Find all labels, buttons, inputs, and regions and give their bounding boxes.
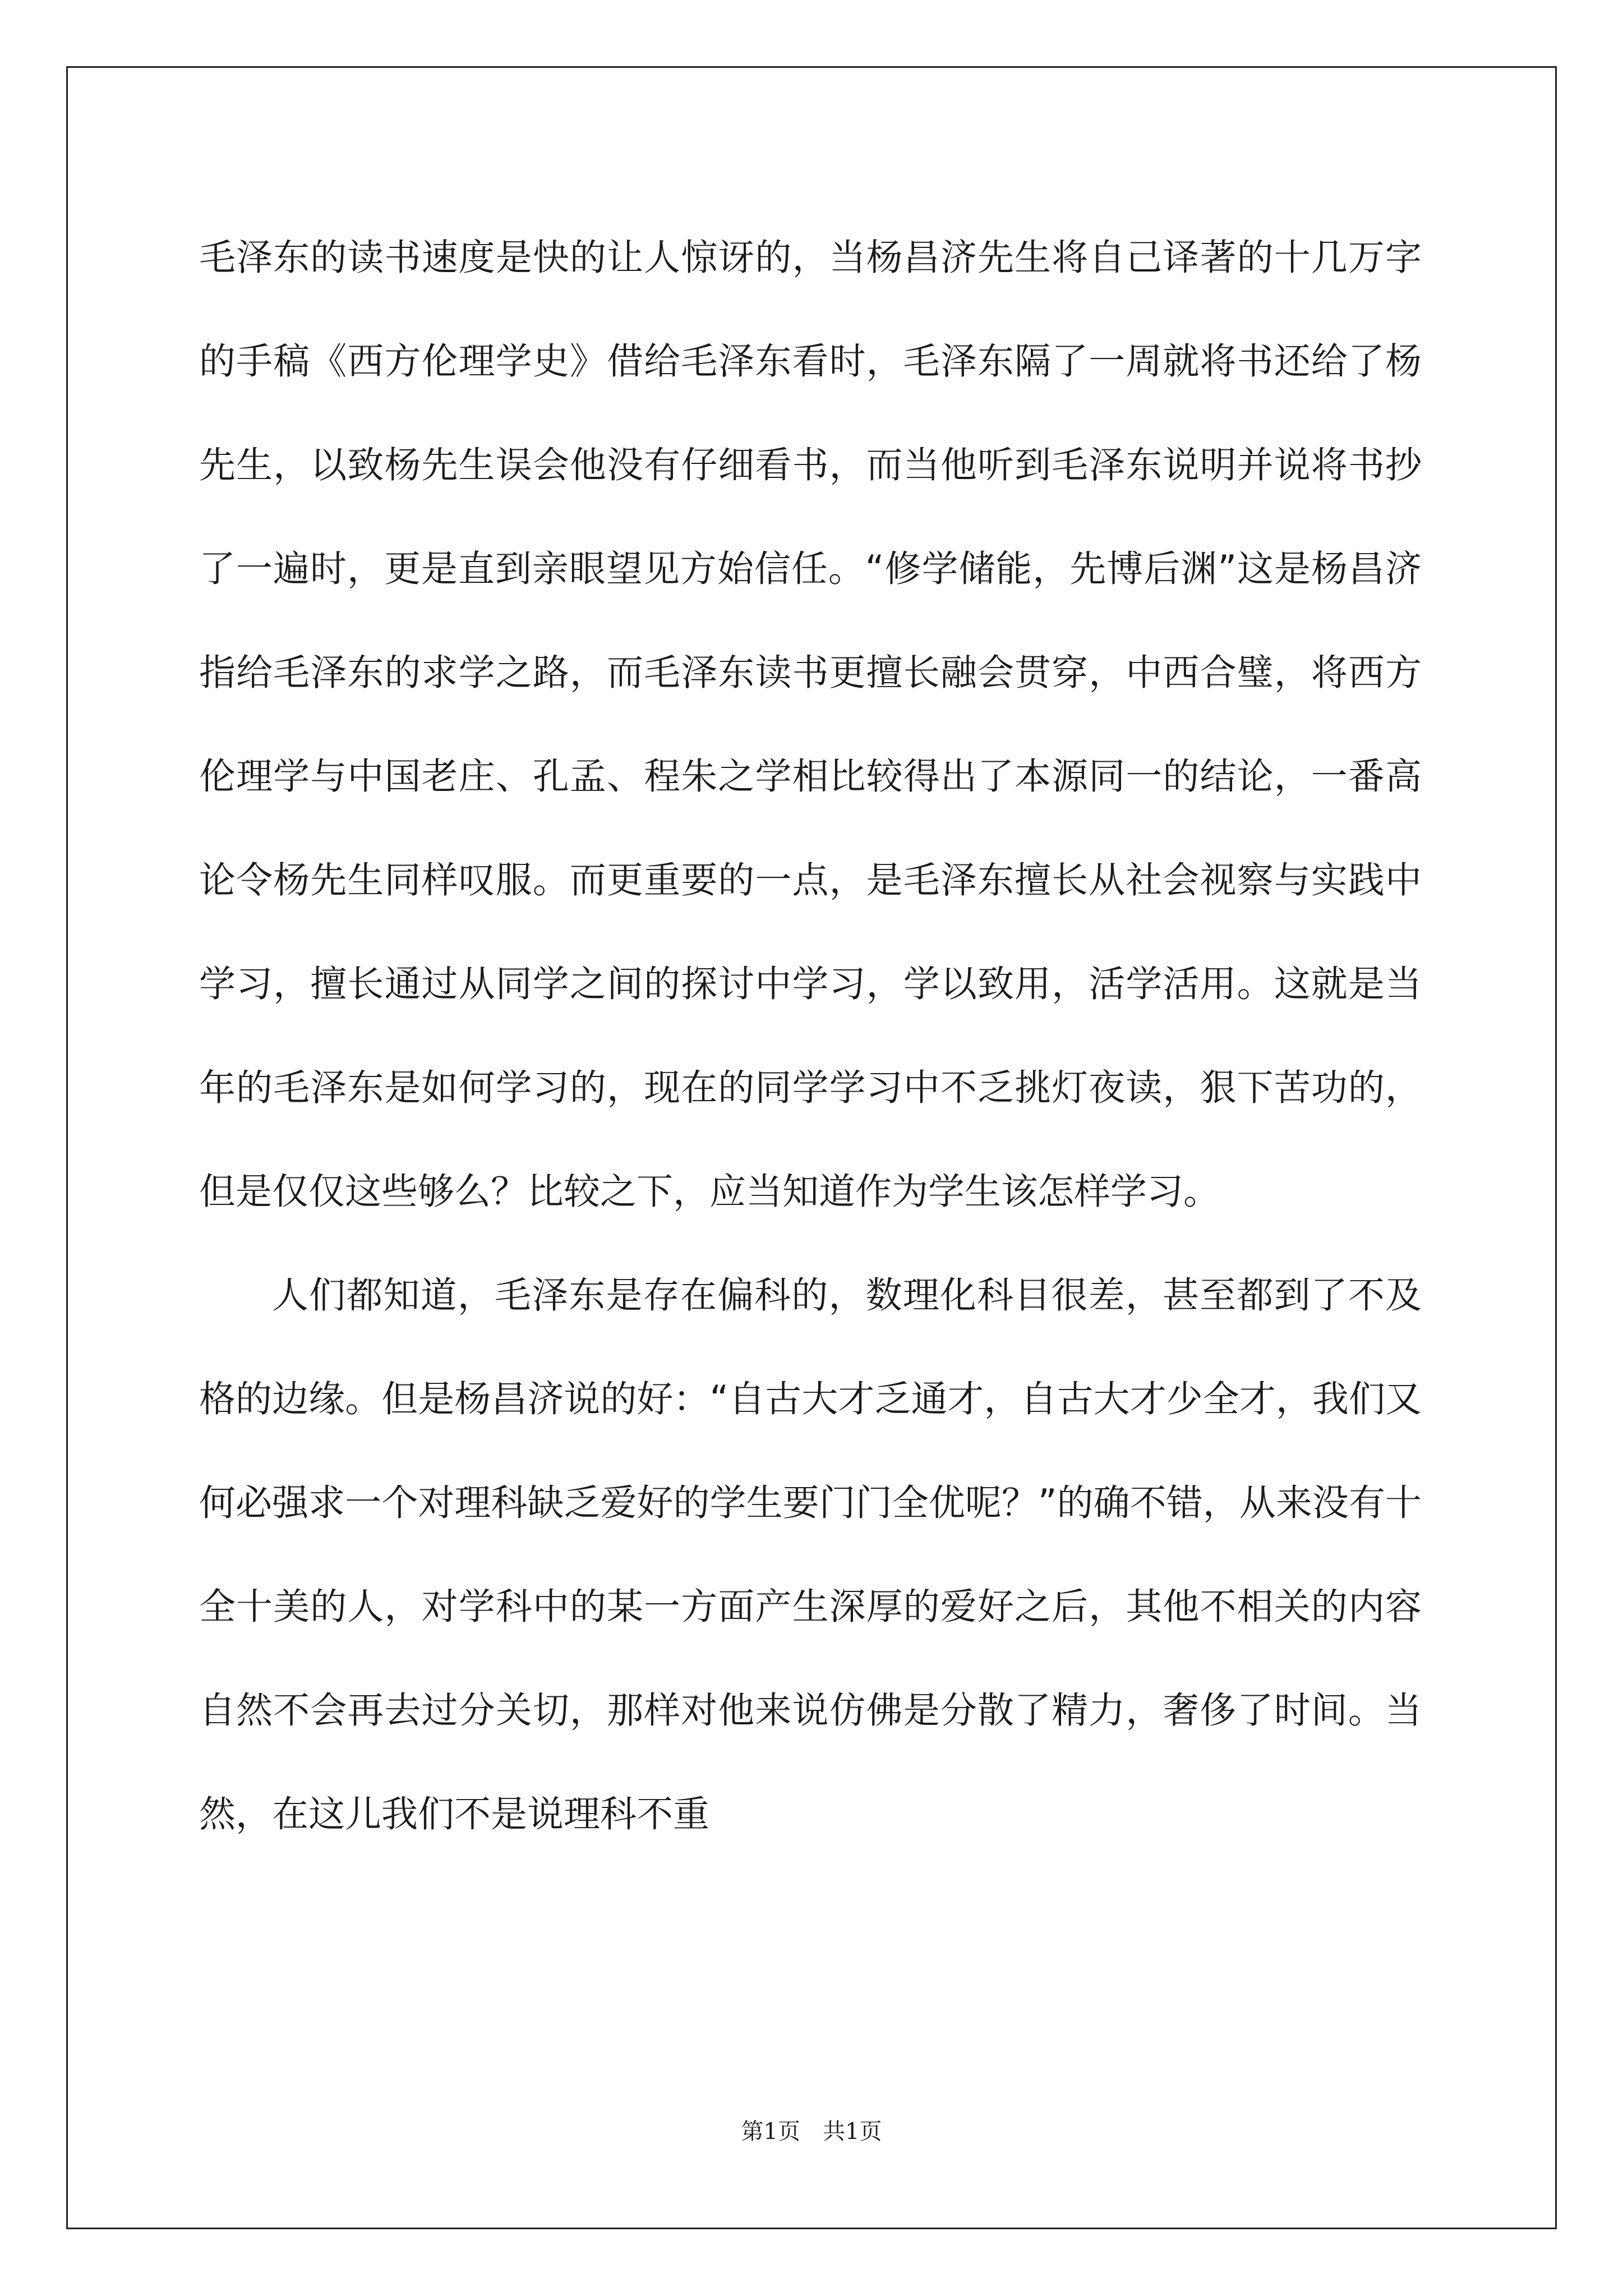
paragraph-1: 毛泽东的读书速度是快的让人惊讶的，当杨昌济先生将自己译著的十几万字的手稿《西方伦理学史》借给毛泽东看时，毛泽东隔了一周就将书还给了杨先生，以致杨先生误会他没有仔细看书，而当他听到毛泽东说明并说将书抄了一遍时，更是直到亲眼望见方始信任。“修学储能，先博后渊”这是杨昌济指给毛泽东的求学之路，而毛泽东读书更擅长融会贯穿，中西合璧，将西方伦理学与中国老庄、孔孟、程朱之学相比较得出了本源同一的结论，一番高论令杨先生同样叹服。而更重要的一点，是毛泽东擅长从社会视察与实践中学习，擅长通过从同学之间的探讨中学习，学以致用，活学活用。这就是当年的毛泽东是如何学习的，现在的同学学习中不乏挑灯夜读，狠下苦功的，但是仅仅这些够么？比较之下，应当知道作为学生该怎样学习。	[199, 237, 1422, 1213]
document-body	[199, 206, 1422, 1866]
paragraph-2: 人们都知道，毛泽东是存在偏科的，数理化科目很差，甚至都到了不及格的边缘。但是杨昌济说的好：“自古大才乏通才，自古大才少全才，我们又何必强求一个对理科缺乏爱好的学生要门门全优呢？”的确不错，从来没有十全十美的人，对学科中的某一方面产生深厚的爱好之后，其他不相关的内容自然不会再去过分关切，那样对他来说仿佛是分散了精力，奢侈了时间。当然，在这儿我们不是说理科不重	[199, 1274, 1422, 1835]
page-number-footer: 第1页 共1页	[741, 2119, 882, 2145]
